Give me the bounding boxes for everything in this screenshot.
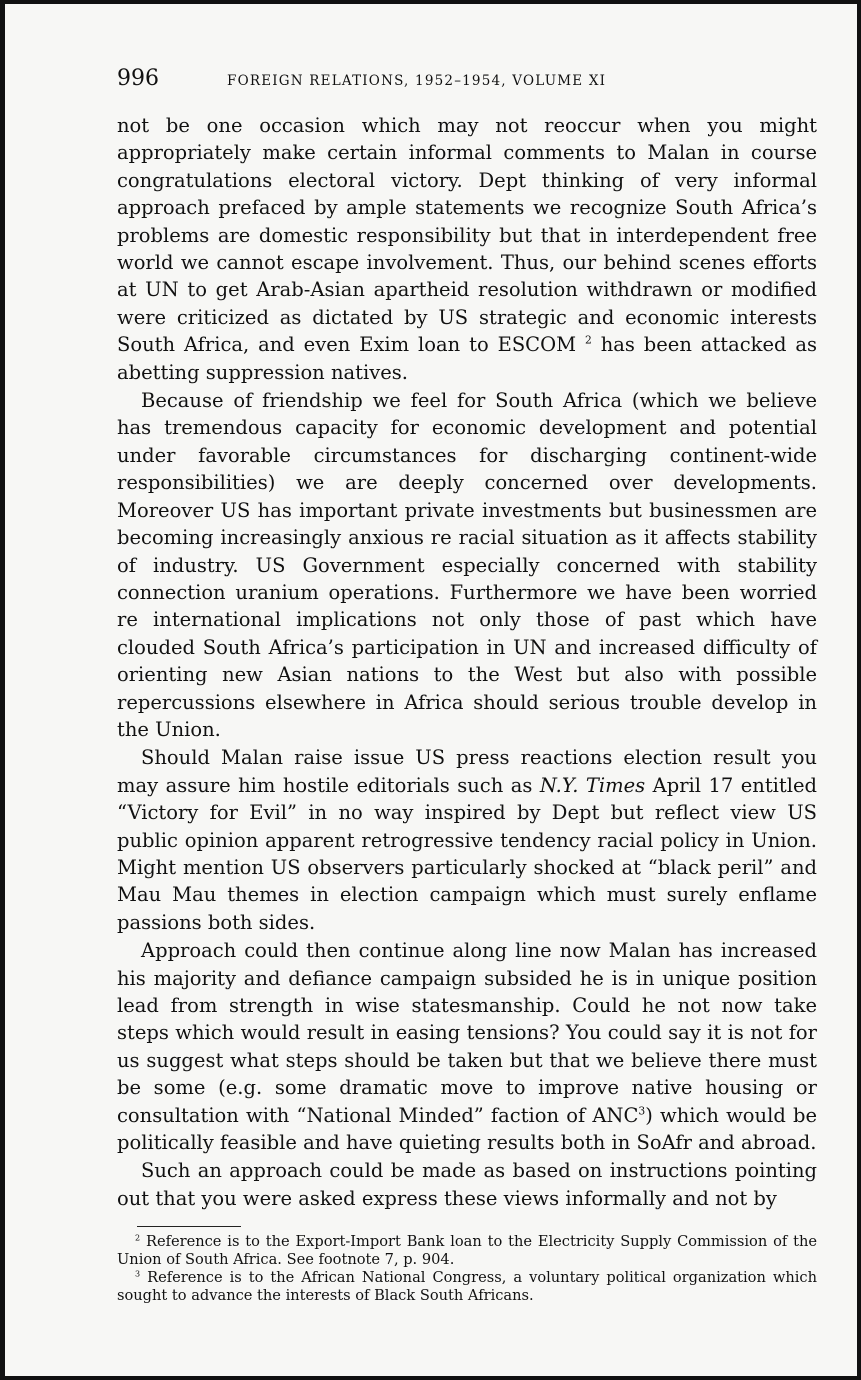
paragraph-1-text: not be one occasion which may not reoccur when you might appropriately make certain informal comments to Malan in course congratulations electoral victory. Dept thinking of very informal approach prefaced by ample statements we recognize South Africa’s problems are domestic responsibility but that in interdependent free world we cannot escape involvement. Thus, our behind scenes efforts at UN to get Arab-Asian apartheid resolution withdrawn or modified were criticized as dictated by US strategic and economic interests South Africa, and even Exim loan to ESCOM bbox=[117, 114, 817, 357]
footnote-2 bbox=[117, 1233, 817, 1269]
paragraph-5 bbox=[117, 1157, 817, 1212]
paragraph-4-text: Approach could then continue along line now Malan has increased his majority and defiance campaign subsided he is in unique position lead from strength in wise statesmanship. Could he not now take steps which would result in easing tensions? You could say it is not for us suggest what steps should be taken but that we believe there must be some (e.g. some dramatic move to improve native housing or consultation with “National Minded” faction of ANC bbox=[117, 939, 817, 1127]
footnote-2-mark: 2 bbox=[135, 1233, 141, 1243]
document-page bbox=[5, 4, 857, 1376]
body-text bbox=[117, 112, 817, 1212]
page-content bbox=[117, 66, 817, 1305]
paragraph-4 bbox=[117, 937, 817, 1156]
footnote-3 bbox=[117, 1269, 817, 1305]
footnote-3-mark: 3 bbox=[135, 1269, 141, 1279]
paragraph-1 bbox=[117, 112, 817, 386]
newspaper-name: N.Y. Times bbox=[539, 773, 646, 797]
paragraph-1-end: has been attacked as abetting suppression natives. bbox=[117, 333, 817, 384]
paragraph-3-text: Should Malan raise issue US press reactions election result you may assure him hostile editorials such as bbox=[117, 746, 817, 797]
paragraph-2 bbox=[117, 387, 817, 743]
page-number: 996 bbox=[117, 66, 159, 91]
page-header bbox=[117, 66, 817, 96]
footnote-3-text: Reference is to the African National Congress, a voluntary political organization which sought to advance the interests of Black South Africans. bbox=[117, 1269, 817, 1305]
footnote-ref-2: 2 bbox=[584, 333, 592, 347]
running-title: FOREIGN RELATIONS, 1952–1954, VOLUME XI bbox=[227, 73, 607, 89]
paragraph-4-end: ) which would be politically feasible and have quieting results both in SoAfr and abroad. bbox=[117, 1103, 818, 1155]
paragraph-3-end: April 17 entitled “Victory for Evil” in no way inspired by Dept but reflect view US public opinion apparent retrogressive tendency racial policy in Union. Might mention US observers particularly shocked at “black peril” and Mau Mau themes in election campaign which must surely enflame passions both sides. bbox=[117, 773, 817, 934]
footnote-ref-3: 3 bbox=[638, 1104, 646, 1118]
footnote-divider bbox=[137, 1226, 241, 1227]
paragraph-2-text: Because of friendship we feel for South Africa (which we believe has tremendous capacity for economic development and potential under favorable circumstances for discharging continent-wide responsibilities) we are deeply concerned over developments. Moreover US has important private investments but businessmen are becoming increasingly anxious re racial situation as it affects stability of industry. US Government especially concerned with stability connection uranium operations. Furthermore we have been worried re international implications not only those of past which have clouded South Africa’s participation in UN and increased difficulty of orienting new Asian nations to the West but also with possible repercussions elsewhere in Africa should serious trouble develop in the Union. bbox=[117, 389, 817, 741]
paragraph-5-text: Such an approach could be made as based on instructions pointing out that you were asked express these views informally and not by bbox=[117, 1159, 817, 1210]
footnotes bbox=[117, 1233, 817, 1305]
footnote-2-text: Reference is to the Export-Import Bank loan to the Electricity Supply Commission of the Union of South Africa. See footnote 7, p. 904. bbox=[117, 1233, 818, 1269]
paragraph-3 bbox=[117, 744, 817, 936]
